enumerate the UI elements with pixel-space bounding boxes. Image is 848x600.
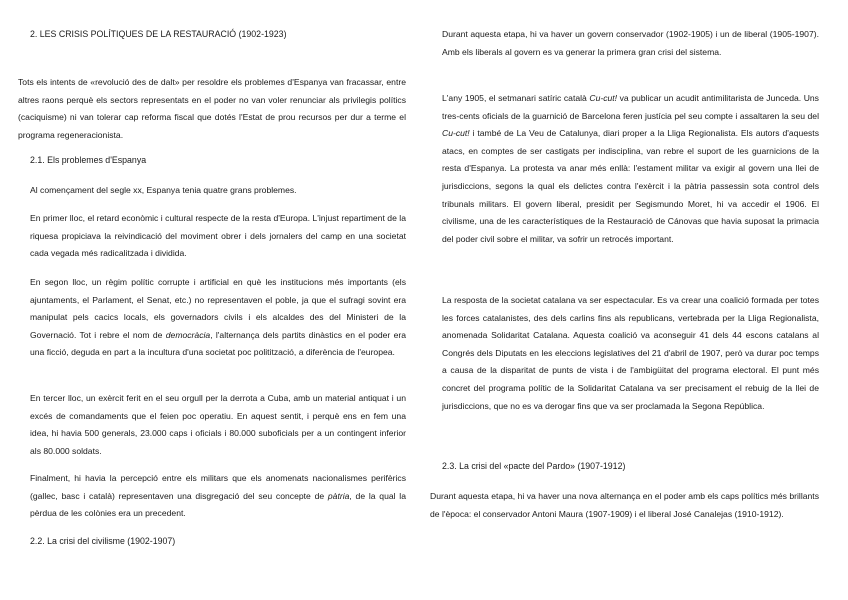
subsection-title-pacte-pardo: 2.3. La crisi del «pacte del Pardo» (1907-1912): [442, 461, 626, 471]
emphasis-text: Cu-cut!: [442, 128, 470, 139]
paragraph-segon-lloc: [18, 274, 406, 362]
paragraph-etapa-civilisme: Durant aquesta etapa, hi va haver un govern conservador (1902-1905) i un de liberal (1905-1907). Amb els liberals al govern es va generar la primera gran crisi del sistema.: [442, 29, 819, 57]
subsection-title-problemes: 2.1. Els problemes d'Espanya: [30, 155, 147, 165]
paragraph-primer-lloc: En primer lloc, el retard econòmic i cultural respecte de la resta d'Europa. L'injust repartiment de la riquesa propiciava la reivindicació del moviment obrer i dels jornalers del camp en una societat cada vegada més radicalitzada i dividida.: [30, 213, 406, 259]
paragraph-tercer-lloc: En tercer lloc, un exèrcit ferit en el seu orgull per la derrota a Cuba, amb un material antiquat i un excés de comandaments que el feien poc operatiu. En aquest sentit, i perquè ens en fem una idea, hi havia 500 generals, 23.000 caps i oficials i 80.000 suboficials per a un contingent inferior als 80.000 soldats.: [30, 393, 406, 456]
paragraph-alternanca: Durant aquesta etapa, hi va haver una nova alternança en el poder amb els caps polítics més brillants de l'època: el conservador Antoni Maura (1907-1909) i el liberal José Canalejas (1910-1912).: [430, 491, 819, 519]
text-run: , l'alternança dels partits dinàstics en el poder era una ficció, deguda en part a la incultura d'una societat poc politització, a diferència de l'europea.: [30, 329, 406, 358]
subsection-title-civilisme: 2.2. La crisi del civilisme (1902-1907): [30, 536, 176, 546]
emphasis-text: Cu-cut!: [589, 93, 618, 103]
text-run: L'any 1905, el setmanari satíric català: [442, 93, 590, 103]
paragraph-solidaritat: La resposta de la societat catalana va ser espectacular. Es va crear una coalició formada per totes les forces catalanistes, des dels carlins fins als republicans, vertebrada per la Lliga Regionalista, anomenada Solidaritat Catalana. Aquesta coalició va aconseguir 41 dels 44 escons catalans al Congrés dels Diputats en les eleccions legislatives del 21 d'abril de 1907, però va durar poc temps a causa de la disparitat de punts de vista i de l'ambigüitat del programa electoral. El punt més concret del programa polític de la Solidaritat Catalana va ser precisament el rebuig de la llei de jurisdiccions, que no es va derogar fins que va ser proclamada la Segona República.: [442, 295, 819, 411]
section-title: 2. LES CRISIS POLÍTIQUES DE LA RESTAURACIÓ (1902-1923): [30, 29, 287, 39]
paragraph-finalment: [18, 470, 406, 523]
text-run: va publicar un acudit antimilitarista de Junceda. Uns tres-cents oficials de la guarnició de Barcelona feren justícia pel seu compte i assaltaren la seu del: [442, 93, 819, 121]
emphasis-text: pàtria: [327, 490, 350, 501]
intro-paragraph: Tots els intents de «revolució des de dalt» per resoldre els problemes d'Espanya van fracassar, entre altres raons perquè els sectors representats en el poder no van voler renunciar als privilegis polítics (caciquisme) ni van tolerar cap reforma fiscal que dotés l'Estat de prou recursos per dur a terme el programa regeneracionista.: [18, 77, 406, 140]
paragraph-problemes-intro: Al començament del segle xx, Espanya tenia quatre grans problemes.: [30, 185, 297, 195]
text-run: En segon lloc, un règim polític corrupte i artificial en què les institucions més importants (els ajuntaments, el Parlament, el Senat, etc.) no representaven el poble, ja que el sufragi sovint era manipulat pels cacics locals, els governadors civils i els alcaldes des del Ministeri de la Governació. Tot i rebre el nom de: [30, 277, 406, 340]
text-run: Finalment, hi havia la percepció entre els militars que els anomenats nacionalismes perifèrics (gallec, basc i català) representaven una disgregació del seu concepte de: [30, 473, 406, 501]
text-run: i també de La Veu de Catalunya, diari proper a la Lliga Regionalista. Els autors d'aquests atacs, en comptes de ser castigats per indisciplina, van rebre el suport de les guarnicions de la resta d'Espanya. La protesta va anar més enllà: l'estament militar va exigir al govern una llei de jurisdiccions, segons la qual els delictes contra l'exèrcit i la pàtria passessin sota control dels tribunals militars. El govern liberal, presidit per Segismundo Moret, hi va accedir el 1906. El civilisme, una de les característiques de la Restauració de Cánovas que havia suposat la primacia del poder civil sobre el militar, va sofrir un retrocés important.: [442, 128, 819, 244]
text-run: , de la qual la pèrdua de les colònies era un precedent.: [30, 490, 406, 519]
paragraph-cu-cut: [430, 90, 819, 248]
emphasis-text: democràcia: [165, 329, 211, 340]
